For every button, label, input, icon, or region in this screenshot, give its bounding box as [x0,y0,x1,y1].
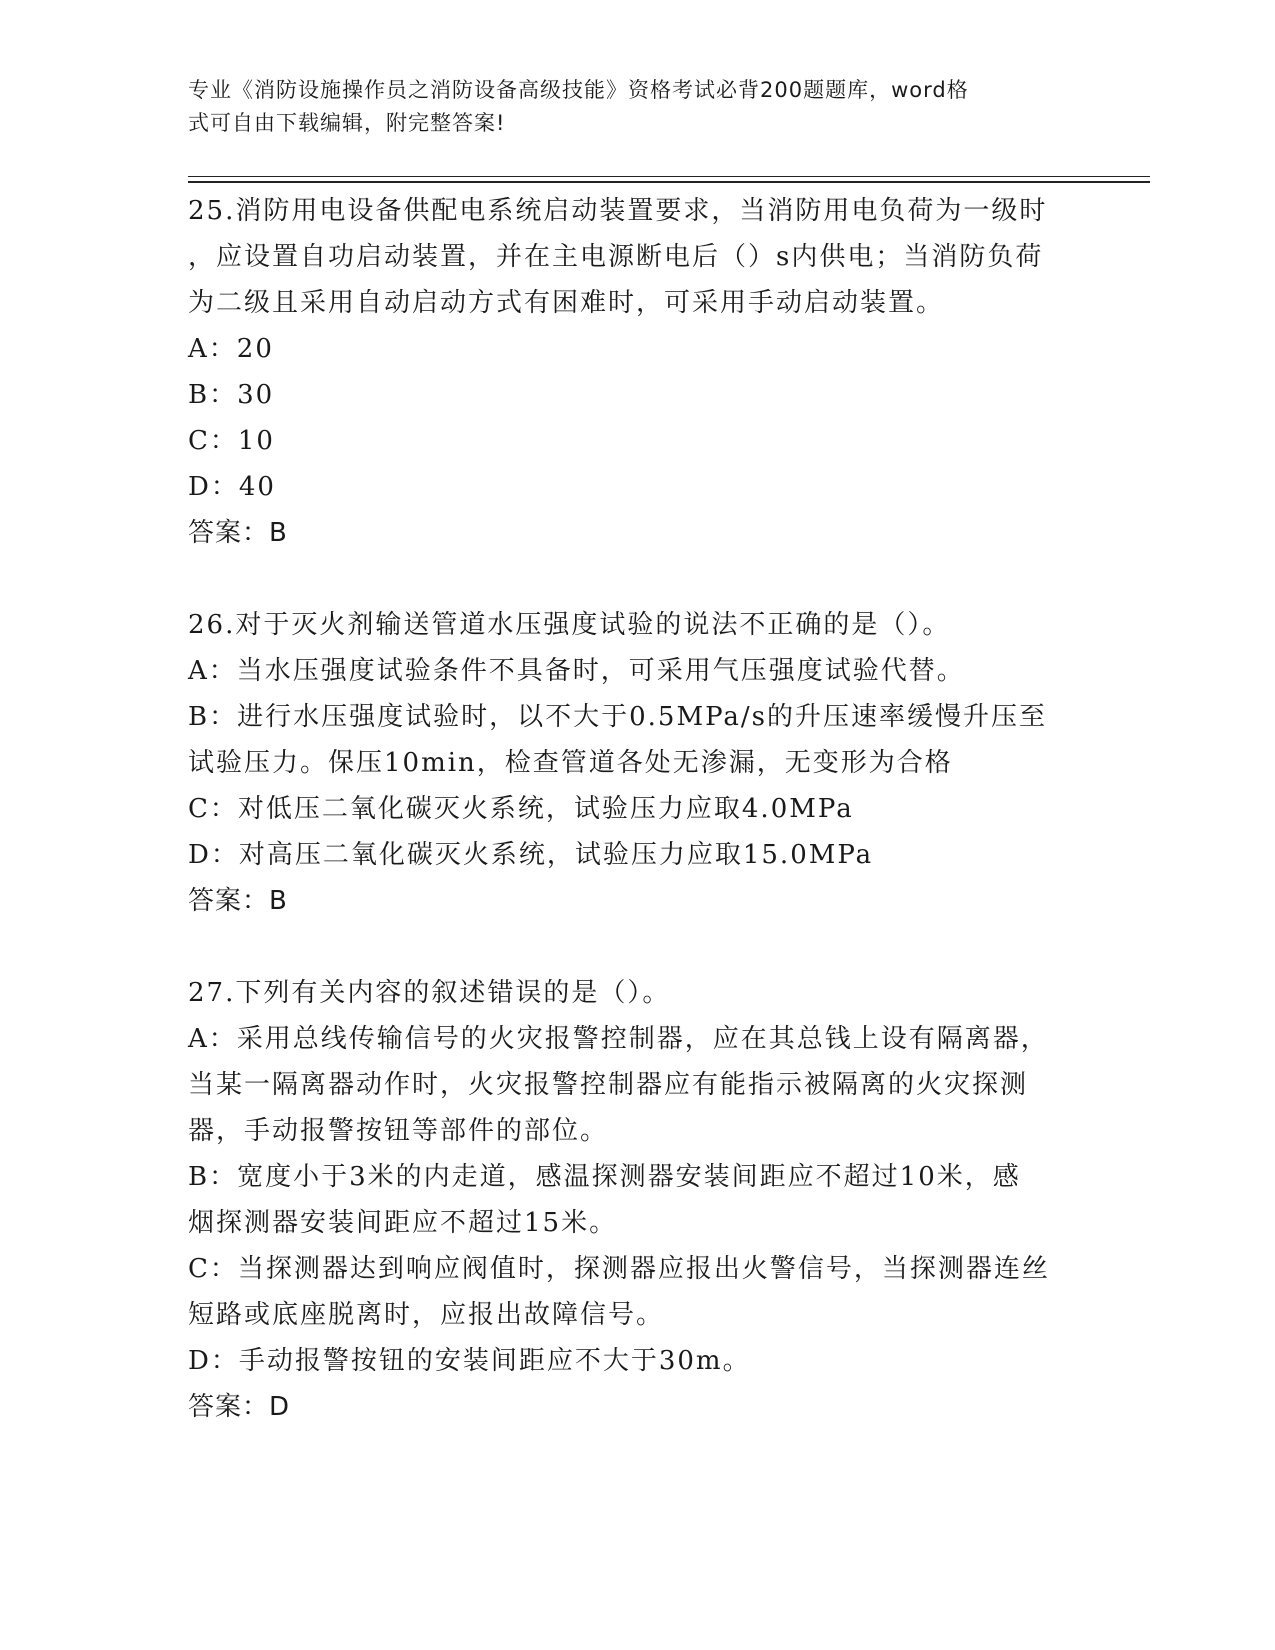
option-b: B：进行水压强度试验时，以不大于0.5MPa/s的升压速率缓慢升压至 [188,702,1048,732]
question-item [188,970,1088,1430]
option-a: A：当水压强度试验条件不具备时，可采用气压强度试验代替。 [188,656,965,686]
question-item [188,602,1088,924]
option-a: A：20 [188,334,274,364]
option-c-continued: 短路或底座脱离时，应报出故障信号。 [188,1300,665,1330]
option-b: B：宽度小于3米的内走道，感温探测器安装间距应不超过10米，感 [188,1162,1021,1192]
question-stem-line: 为二级且采用自动启动方式有困难时，可采用手动启动装置。 [188,288,945,318]
option-b: B：30 [188,380,275,410]
question-stem-line: 26.对于灭火剂输送管道水压强度试验的说法不正确的是（）。 [188,610,951,640]
header-line: 专业《消防设施操作员之消防设备高级技能》资格考试必背200题题库，word格 [188,78,969,102]
option-b-continued: 试验压力。保压10min，检查管道各处无渗漏，无变形为合格 [188,748,953,778]
answer-line: 答案：B [188,886,288,916]
header-line: 式可自由下载编辑，附完整答案! [188,111,506,135]
question-stem-line: 27.下列有关内容的叙述错误的是（）。 [188,978,671,1008]
option-a: A：采用总线传输信号的火灾报警控制器，应在其总钱上设有隔离器， [188,1024,1049,1054]
option-c: C：对低压二氧化碳灭火系统，试验压力应取4.0MPa [188,794,854,824]
answer-line: 答案：D [188,1392,291,1422]
question-stem-line: 25.消防用电设备供配电系统启动装置要求，当消防用电负荷为一级时 [188,196,1048,226]
question-stem-line: ，应设置自功启动装置，并在主电源断电后（）s内供电；当消防负荷 [188,242,1044,272]
header-divider [188,176,1150,177]
header-divider [188,181,1150,183]
option-a-continued: 当某一隔离器动作时，火灾报警控制器应有能指示被隔离的火灾探测 [188,1070,1029,1100]
question-list [188,188,1088,1430]
option-b-continued: 烟探测器安装间距应不超过15米。 [188,1208,618,1238]
option-d: D：对高压二氧化碳灭火系统，试验压力应取15.0MPa [188,840,874,870]
option-c: C：10 [188,426,275,456]
question-item [188,188,1088,556]
answer-line: 答案：B [188,518,288,548]
option-d: D：40 [188,472,276,502]
option-d: D：手动报警按钮的安装间距应不大于30m。 [188,1346,751,1376]
option-a-continued: 器，手动报警按钮等部件的部位。 [188,1116,609,1146]
document-header [188,74,1068,140]
option-c: C：当探测器达到响应阀值时，探测器应报出火警信号，当探测器连丝 [188,1254,1050,1284]
